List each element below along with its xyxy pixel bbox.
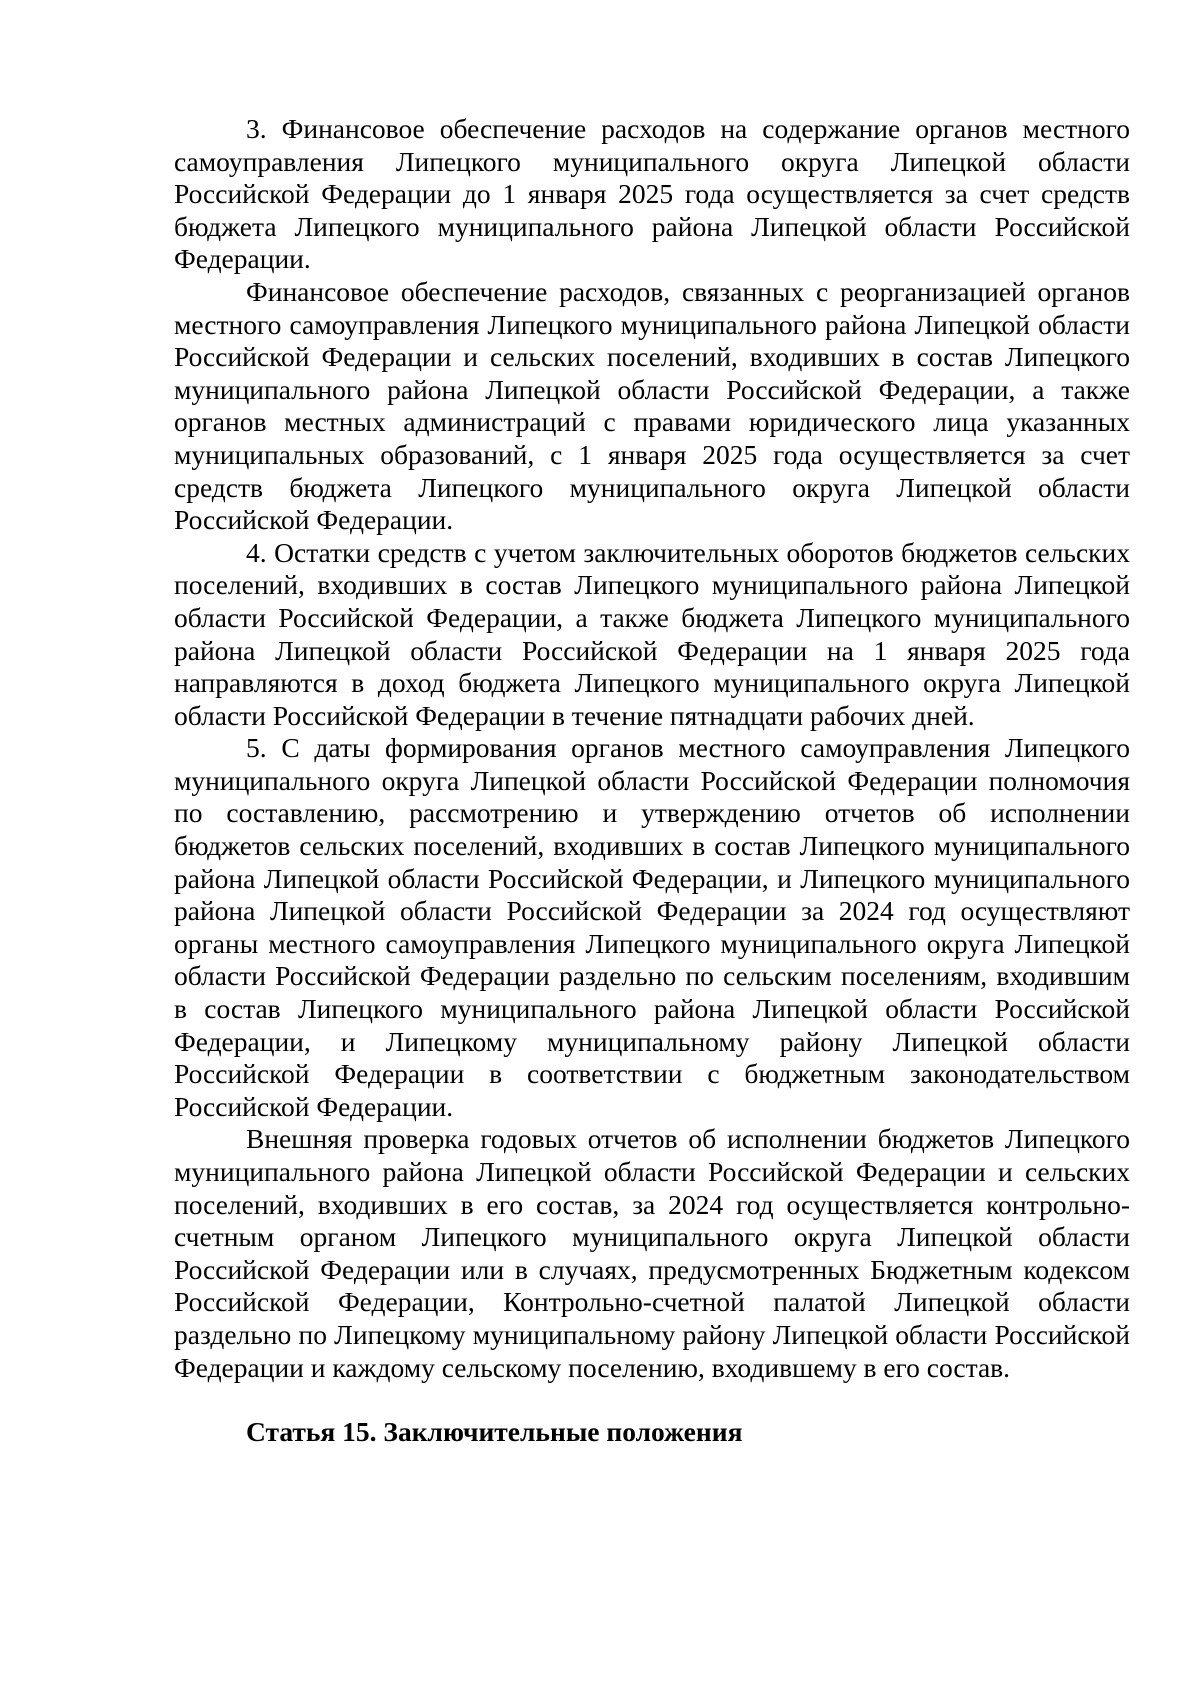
article-15-heading: Статья 15. Заключительные положения bbox=[246, 1416, 743, 1448]
paragraph-reorganization-financing: Финансовое обеспечение расходов, связанных с реорганизацией органов местного самоуправления Липецкого муниципального района Липецкой области Российской Федерации и сельских поселений, входивших в состав Липецкого муниципального района Липецкой области Российской Федерации, а также органов местных администраций с правами юридического лица указанных муниципальных образований, с 1 января 2025 года осуществляется за счет средств бюджета Липецкого муниципального округа Липецкой области Российской Федерации. bbox=[174, 275, 1130, 536]
document-page bbox=[174, 113, 1130, 1449]
paragraph-3-financing: 3. Финансовое обеспечение расходов на содержание органов местного самоуправления Липецкого муниципального округа Липецкой области Российской Федерации до 1 января 2025 года осуществляется за счет средств бюджета Липецкого муниципального района Липецкой области Российской Федерации. bbox=[174, 113, 1130, 275]
paragraph-5-budget-reports: 5. С даты формирования органов местного самоуправления Липецкого муниципального округа Липецкой области Российской Федерации полномочия по составлению, рассмотрению и утверждению отчетов об исполнении бюджетов сельских поселений, входивших в состав Липецкого муниципального района Липецкой области Российской Федерации, и Липецкого муниципального района Липецкой области Российской Федерации за 2024 год осуществляют органы местного самоуправления Липецкого муниципального округа Липецкой области Российской Федерации раздельно по сельским поселениям, входившим в состав Липецкого муниципального района Липецкой области Российской Федерации, и Липецкому муниципальному району Липецкой области Российской Федерации в соответствии с бюджетным законодательством Российской Федерации. bbox=[174, 732, 1130, 1122]
paragraph-4-budget-balances: 4. Остатки средств с учетом заключительных оборотов бюджетов сельских поселений, входивших в состав Липецкого муниципального района Липецкой области Российской Федерации, а также бюджета Липецкого муниципального района Липецкой области Российской Федерации на 1 января 2025 года направляются в доход бюджета Липецкого муниципального округа Липецкой области Российской Федерации в течение пятнадцати рабочих дней. bbox=[174, 536, 1130, 731]
paragraph-external-audit: Внешняя проверка годовых отчетов об исполнении бюджетов Липецкого муниципального района Липецкой области Российской Федерации и сельских поселений, входивших в его состав, за 2024 год осуществляется контрольно-счетным органом Липецкого муниципального округа Липецкой области Российской Федерации или в случаях, предусмотренных Бюджетным кодексом Российской Федерации, Контрольно-счетной палатой Липецкой области раздельно по Липецкому муниципальному району Липецкой области Российской Федерации и каждому сельскому поселению, входившему в его состав. bbox=[174, 1123, 1130, 1383]
